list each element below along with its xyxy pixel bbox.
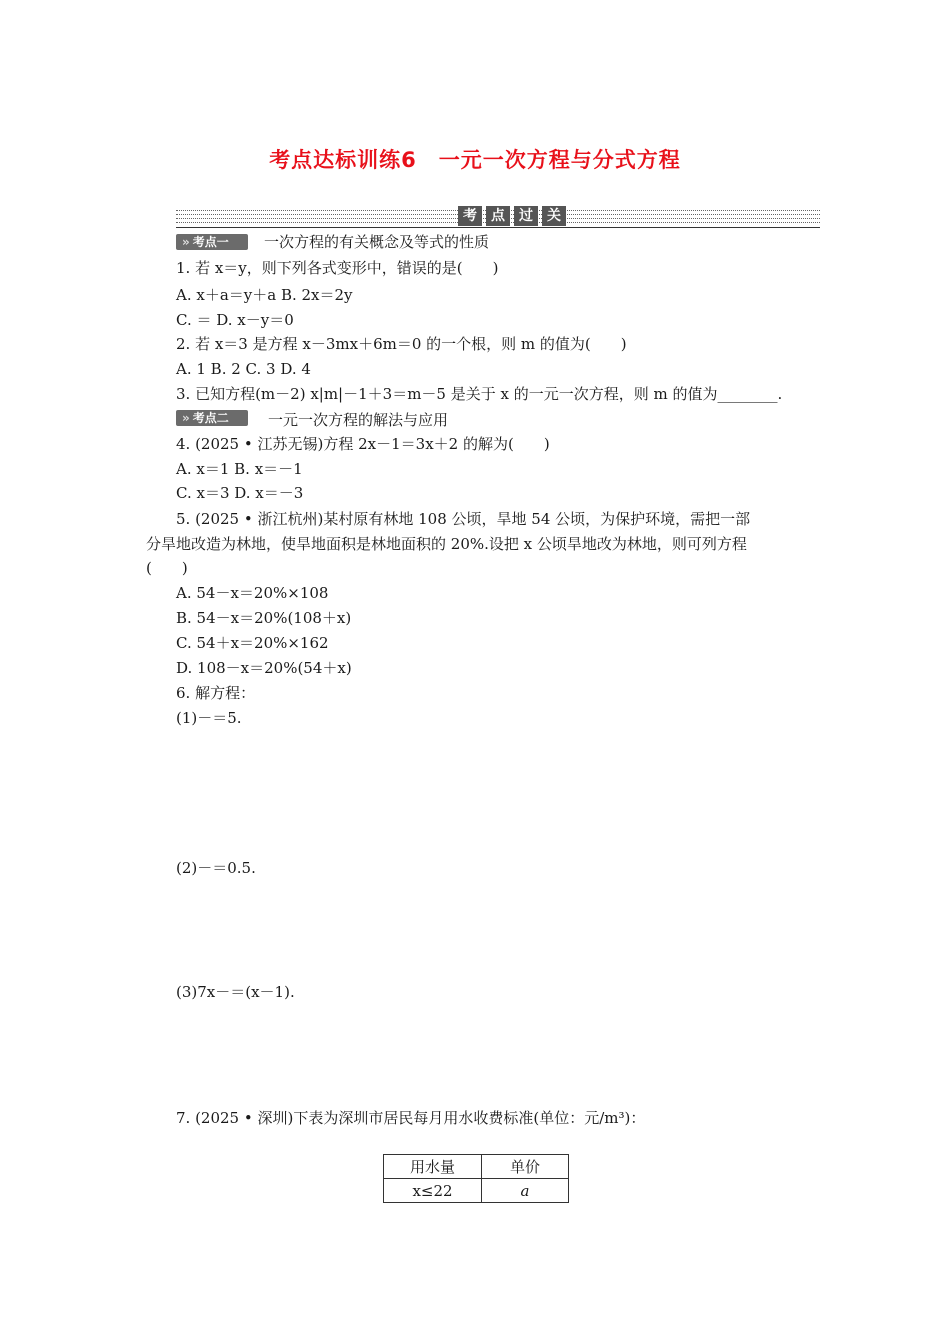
section-tag-1 bbox=[176, 234, 248, 250]
question-1: 1. 若 x＝y，则下列各式变形中，错误的是( ) bbox=[176, 259, 499, 277]
table-cell: x≤22 bbox=[384, 1179, 482, 1203]
table-header-cell: 单价 bbox=[482, 1155, 569, 1179]
question-1-options-ab: A. x＋a＝y＋a B. 2x＝2y bbox=[176, 286, 353, 304]
question-4-options-cd: C. x＝3 D. x＝－3 bbox=[176, 484, 304, 502]
chevron-right-icon: » bbox=[182, 235, 190, 249]
question-5-option-a: A. 54－x＝20%×108 bbox=[176, 584, 329, 602]
section-tag-label: 考点二 bbox=[192, 411, 229, 425]
question-6-part-3: (3)7x－＝(x－1). bbox=[176, 983, 295, 1001]
banner-char: 关 bbox=[542, 206, 566, 226]
question-5-line-1: 5. (2025 • 浙江杭州)某村原有林地 108 公顷，旱地 54 公顷，为保护环境，需把一部 bbox=[176, 510, 751, 528]
page-title: 考点达标训练6 一元一次方程与分式方程 bbox=[269, 148, 681, 172]
question-5-option-c: C. 54＋x＝20%×162 bbox=[176, 634, 329, 652]
question-6: 6. 解方程： bbox=[176, 684, 256, 702]
table-cell: a bbox=[482, 1179, 569, 1203]
section-heading-2: 一元一次方程的解法与应用 bbox=[268, 411, 449, 429]
question-5-option-d: D. 108－x＝20%(54＋x) bbox=[176, 659, 352, 677]
question-2-options: A. 1 B. 2 C. 3 D. 4 bbox=[176, 360, 311, 378]
question-3: 3. 已知方程(m－2) x|m|－1＋3＝m－5 是关于 x 的一元一次方程，则 m 的值为________. bbox=[176, 385, 783, 403]
question-5-line-2: 分旱地改造为林地，使旱地面积是林地面积的 20%.设把 x 公顷旱地改为林地，则可列方程 bbox=[146, 535, 747, 553]
banner-char: 过 bbox=[514, 206, 538, 226]
question-6-part-1: (1)－＝5. bbox=[176, 709, 242, 727]
question-2: 2. 若 x＝3 是方程 x－3mx＋6m＝0 的一个根，则 m 的值为( ) bbox=[176, 335, 627, 353]
question-4: 4. (2025 • 江苏无锡)方程 2x－1＝3x＋2 的解为( ) bbox=[176, 435, 550, 453]
section-banner bbox=[176, 206, 820, 228]
water-fee-table bbox=[383, 1154, 569, 1203]
question-5-option-b: B. 54－x＝20%(108＋x) bbox=[176, 609, 352, 627]
chevron-right-icon: » bbox=[182, 411, 190, 425]
question-7: 7. (2025 • 深圳)下表为深圳市居民每月用水收费标准(单位：元/m³)： bbox=[176, 1109, 646, 1127]
table-row bbox=[384, 1179, 569, 1203]
table-header-row bbox=[384, 1155, 569, 1179]
question-6-part-2: (2)－＝0.5. bbox=[176, 859, 256, 877]
banner-char: 点 bbox=[486, 206, 510, 226]
banner-char: 考 bbox=[458, 206, 482, 226]
section-tag-2 bbox=[176, 410, 248, 426]
banner-label bbox=[458, 206, 566, 226]
section-tag-label: 考点一 bbox=[192, 235, 229, 249]
question-4-options-ab: A. x＝1 B. x＝－1 bbox=[176, 460, 303, 478]
question-5-line-3: ( ) bbox=[146, 559, 188, 577]
question-1-options-cd: C. ＝ D. x－y＝0 bbox=[176, 311, 294, 329]
table-header-cell: 用水量 bbox=[384, 1155, 482, 1179]
section-heading-1: 一次方程的有关概念及等式的性质 bbox=[264, 233, 490, 251]
